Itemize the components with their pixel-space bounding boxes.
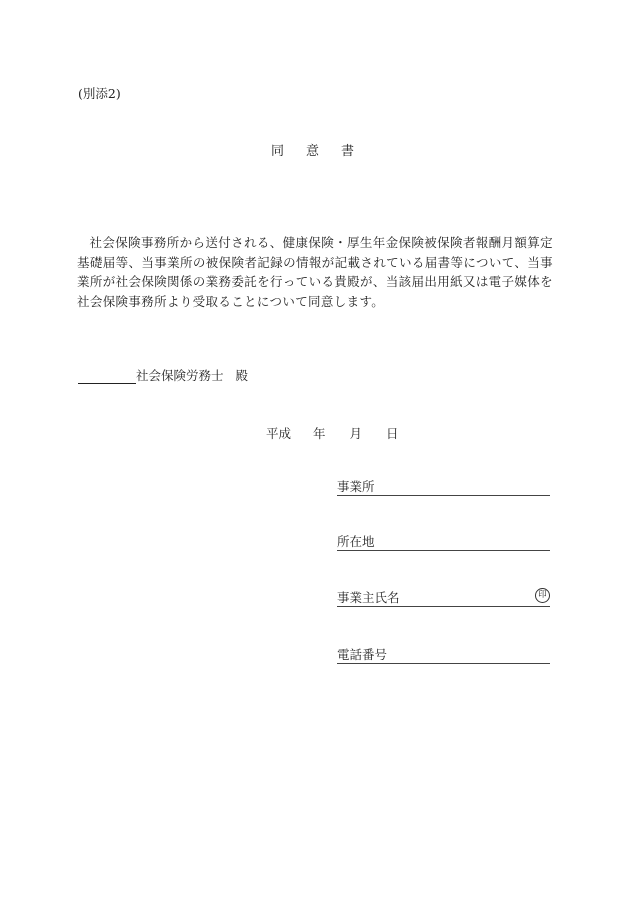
attachment-label: (別添2) <box>78 86 121 101</box>
field-business-office[interactable] <box>337 478 550 496</box>
date-era: 平成 <box>266 426 292 441</box>
field-label: 事業主氏名 <box>337 590 400 605</box>
field-label: 事業所 <box>337 479 375 494</box>
date-year-unit: 年 <box>313 426 326 441</box>
field-label: 電話番号 <box>337 647 388 662</box>
title-char: 書 <box>341 144 355 159</box>
field-label: 所在地 <box>337 534 375 549</box>
document-title <box>271 140 354 159</box>
addressee-name-blank[interactable] <box>78 369 136 384</box>
addressee-title: 社会保険労務士 <box>136 368 224 383</box>
addressee-honorific: 殿 <box>235 368 249 383</box>
title-char: 同 <box>271 144 285 159</box>
field-phone-number[interactable] <box>337 646 550 664</box>
date-line <box>266 424 399 442</box>
title-char: 意 <box>306 144 320 159</box>
date-day-unit: 日 <box>386 426 399 441</box>
date-month-unit: 月 <box>349 426 363 441</box>
seal-mark-icon: 印 <box>535 588 550 603</box>
field-address[interactable] <box>337 533 550 551</box>
consent-body-paragraph: 社会保険事務所から送付される、健康保険・厚生年金保険被保険者報酬月額算定基礎届等、当事業所の被保険者記録の情報が記載されている届書等について、当事業所が社会保険関係の業務委託を行っている貴殿が、当該届出用紙又は電子媒体を社会保険事務所より受取ることについて同意します。 <box>77 235 553 309</box>
field-employer-name[interactable] <box>337 589 550 607</box>
addressee-line <box>78 366 248 384</box>
